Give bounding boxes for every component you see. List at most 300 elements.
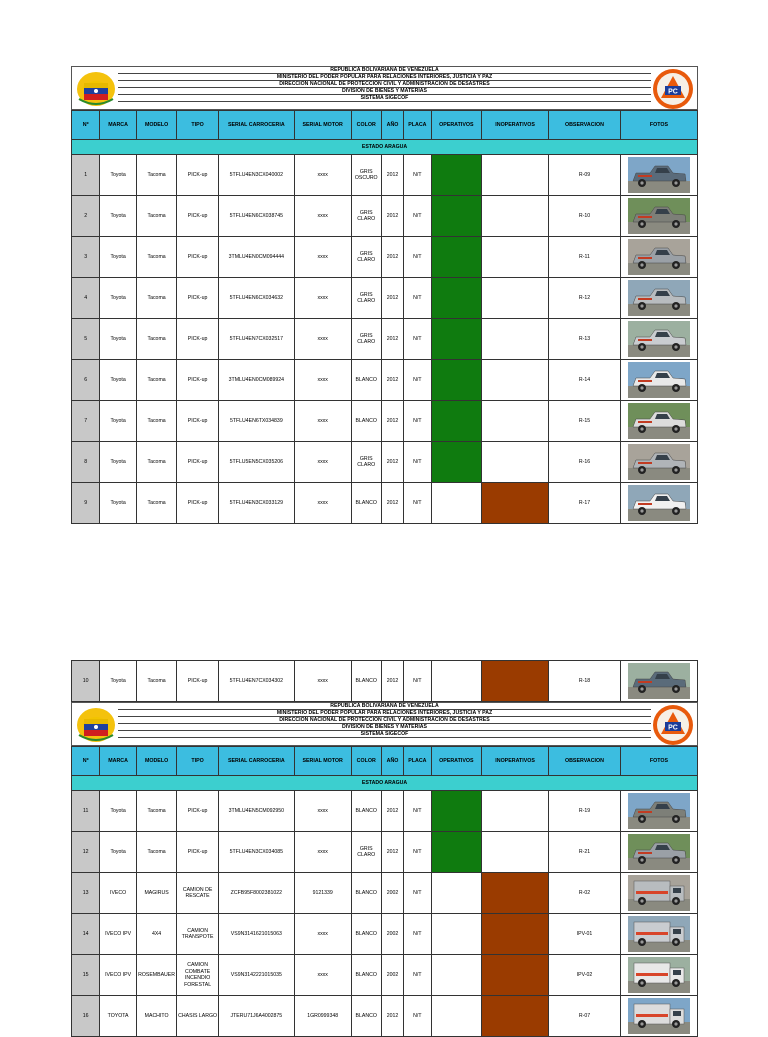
color-cell [351,319,381,360]
type-cell-text: PICK-up [187,253,208,260]
proteccion-civil-logo-icon [652,68,694,110]
table-row [72,996,698,1037]
vehicle-photo [628,875,690,911]
model-cell-text: Tacoma [147,335,166,342]
model-cell-text: Tacoma [147,294,166,301]
inoperativo-status-cell [482,661,549,702]
row-number [72,996,100,1037]
inoperativo-status-cell [482,319,549,360]
year-cell [381,319,403,360]
type-cell [177,955,219,996]
model-cell [136,196,177,237]
body-serial-cell-text: 5TFLU5EN5CX035206 [229,458,283,465]
model-cell-text: Tacoma [147,171,166,178]
body-serial-cell [218,873,294,914]
inoperativo-status-cell [482,996,549,1037]
row-number-text: 6 [84,376,88,383]
column-header: FOTOS [620,111,697,140]
model-cell-text: MAGIRUS [144,889,169,896]
year-cell-text: 2012 [386,807,399,814]
type-cell [177,155,219,196]
model-cell-text: Tacoma [147,848,166,855]
engine-serial-cell-text: 9121339 [312,889,333,896]
color-cell-text: GRIS CLARO [357,455,376,468]
type-cell-text: PICK-up [187,335,208,342]
observation-cell: R-14 [549,360,621,401]
type-cell-text: PICK-up [187,807,208,814]
observation-cell: R-10 [549,196,621,237]
color-cell-text: GRIS CLARO [357,250,376,263]
plate-cell [404,661,431,702]
year-cell-text: 2012 [386,253,399,260]
column-header: OPERATIVOS [431,747,482,776]
carry-over-table [71,660,698,702]
header-line-5: SISTEMA SIGECOF [118,95,651,102]
body-serial-cell-text: VS9N3142221015035 [230,971,282,978]
table-row [72,914,698,955]
engine-serial-cell [294,791,351,832]
brand-cell [100,442,136,483]
body-serial-cell-text: 5TFLU4EN3CX040002 [229,171,283,178]
column-header: PLACA [404,747,431,776]
row-number [72,483,100,524]
model-cell [136,401,177,442]
vehicle-photo [628,239,690,275]
year-cell [381,442,403,483]
header-line-1: REPUBLICA BOLIVARIANA DE VENEZUELA [118,67,651,74]
engine-serial-cell [294,955,351,996]
table-row [72,319,698,360]
engine-serial-cell [294,155,351,196]
color-cell-text: GRIS OSCURO [354,168,378,181]
type-cell-text: PICK-up [187,677,208,684]
table-row [72,955,698,996]
plate-cell-text: N/T [413,677,422,684]
plate-cell-text: N/T [413,253,422,260]
color-cell-text: BLANCO [355,417,377,424]
year-cell [381,401,403,442]
header-line-3: DIRECCION NACIONAL DE PROTECCION CIVIL Y ADMINISTRACION DE DESASTRES [118,717,651,724]
model-cell-text: Tacoma [147,417,166,424]
brand-cell-text: Toyota [110,417,126,424]
plate-cell-text: N/T [413,807,422,814]
row-number [72,832,100,873]
engine-serial-cell [294,278,351,319]
year-cell-text: 2012 [386,677,399,684]
engine-serial-cell-text: xxxx [317,458,328,465]
plate-cell [404,237,431,278]
column-header: MARCA [100,747,136,776]
row-number-text: 15 [82,971,89,978]
color-cell-text: BLANCO [355,499,377,506]
model-cell [136,996,177,1037]
vehicle-photo [628,280,690,316]
body-serial-cell [218,155,294,196]
row-number-text: 10 [82,677,89,684]
operativo-status-cell [431,442,482,483]
body-serial-cell [218,401,294,442]
type-cell-text: PICK-up [187,212,208,219]
brand-cell-text: Toyota [110,376,126,383]
engine-serial-cell-text: xxxx [317,807,328,814]
row-number-text: 1 [84,171,88,178]
year-cell-text: 2012 [386,848,399,855]
operativo-status-cell [431,401,482,442]
plate-cell [404,873,431,914]
column-header: Nº [72,747,100,776]
model-cell-text: Tacoma [147,807,166,814]
year-cell-text: 2012 [386,458,399,465]
engine-serial-cell-text: 1GR0999348 [307,1012,339,1019]
engine-serial-cell [294,319,351,360]
color-cell-text: GRIS CLARO [357,845,376,858]
photo-cell [620,483,697,524]
brand-cell-text: Toyota [110,848,126,855]
color-cell [351,832,381,873]
engine-serial-cell-text: xxxx [317,212,328,219]
body-serial-cell-text: 5TFLU4EN3CX033129 [229,499,283,506]
year-cell-text: 2012 [386,171,399,178]
year-cell [381,832,403,873]
operativo-status-cell [431,873,482,914]
body-serial-cell [218,237,294,278]
brand-cell-text: Toyota [110,458,126,465]
plate-cell [404,914,431,955]
body-serial-cell [218,661,294,702]
plate-cell-text: N/T [413,458,422,465]
model-cell-text: MACHITO [144,1012,169,1019]
brand-cell [100,278,136,319]
column-header: INOPERATIVOS [482,747,549,776]
body-serial-cell-text: 3TMLU4EN0CM089924 [228,376,285,383]
header-line-2: MINISTERIO DEL PODER POPULAR PARA RELACIONES INTERIORES, JUSTICIA Y PAZ [118,710,651,717]
engine-serial-cell [294,360,351,401]
body-serial-cell [218,360,294,401]
year-cell [381,955,403,996]
model-cell [136,791,177,832]
brand-cell-text: IVECO IPV [105,971,132,978]
vehicle-photo [628,362,690,398]
brand-cell-text: Toyota [110,253,126,260]
observation-cell: R-21 [549,832,621,873]
type-cell [177,401,219,442]
type-cell [177,196,219,237]
engine-serial-cell [294,196,351,237]
vehicle-photo [628,485,690,521]
vehicle-photo [628,998,690,1034]
year-cell [381,155,403,196]
plate-cell [404,196,431,237]
year-cell-text: 2012 [386,212,399,219]
column-header: FOTOS [620,747,697,776]
column-header: AÑO [381,111,403,140]
row-number [72,955,100,996]
inoperativo-status-cell [482,442,549,483]
inoperativo-status-cell [482,955,549,996]
column-header: Nº [72,111,100,140]
plate-cell-text: N/T [413,1012,422,1019]
row-number-text: 5 [84,335,88,342]
observation-cell: IPV-02 [549,955,621,996]
color-cell [351,914,381,955]
header-line-1: REPUBLICA BOLIVARIANA DE VENEZUELA [118,703,651,710]
vehicle-table-page-1 [71,110,698,524]
body-serial-cell-text: 3TMLU4EN5CM092950 [228,807,285,814]
color-cell [351,155,381,196]
inoperativo-status-cell [482,278,549,319]
model-cell [136,319,177,360]
plate-cell [404,155,431,196]
coat-of-arms-icon [75,705,117,745]
type-cell [177,661,219,702]
row-number-text: 12 [82,848,89,855]
year-cell-text: 2002 [386,930,399,937]
brand-cell [100,832,136,873]
operativo-status-cell [431,196,482,237]
row-number [72,914,100,955]
plate-cell [404,955,431,996]
coat-of-arms-icon [75,69,117,109]
inoperativo-status-cell [482,237,549,278]
brand-cell-text: TOYOTA [107,1012,129,1019]
model-cell-text: Tacoma [147,212,166,219]
operativo-status-cell [431,914,482,955]
table-row [72,483,698,524]
vehicle-photo [628,916,690,952]
plate-cell-text: N/T [413,848,422,855]
type-cell [177,278,219,319]
year-cell [381,661,403,702]
state-label: ESTADO ARAGUA [72,776,698,791]
type-cell [177,319,219,360]
vehicle-photo [628,321,690,357]
body-serial-cell-text: JTERU71J6A4002875 [230,1012,283,1019]
color-cell [351,661,381,702]
body-serial-cell [218,196,294,237]
operativo-status-cell [431,955,482,996]
observation-cell: R-17 [549,483,621,524]
table-row [72,196,698,237]
table-row [72,155,698,196]
row-number [72,155,100,196]
body-serial-cell [218,832,294,873]
brand-cell [100,401,136,442]
header-line-3: DIRECCION NACIONAL DE PROTECCION CIVIL Y ADMINISTRACION DE DESASTRES [118,81,651,88]
engine-serial-cell [294,914,351,955]
brand-cell-text: Toyota [110,212,126,219]
year-cell [381,237,403,278]
plate-cell [404,996,431,1037]
model-cell-text: Tacoma [147,376,166,383]
row-number [72,661,100,702]
body-serial-cell [218,483,294,524]
document-header [71,66,698,110]
table-row [72,237,698,278]
engine-serial-cell-text: xxxx [317,376,328,383]
engine-serial-cell-text: xxxx [317,335,328,342]
row-number [72,278,100,319]
inoperativo-status-cell [482,196,549,237]
model-cell-text: ROSEMBAUER [138,971,176,978]
body-serial-cell-text: 5TFLU4EN7CX034302 [229,677,283,684]
engine-serial-cell [294,832,351,873]
column-header: COLOR [351,747,381,776]
inoperativo-status-cell [482,155,549,196]
engine-serial-cell-text: xxxx [317,417,328,424]
observation-cell: R-19 [549,791,621,832]
type-cell-text: PICK-up [187,417,208,424]
photo-cell [620,832,697,873]
brand-cell [100,319,136,360]
brand-cell [100,955,136,996]
body-serial-cell-text: 5TFLU4EN7CX032517 [229,335,283,342]
model-cell [136,155,177,196]
operativo-status-cell [431,155,482,196]
body-serial-cell-text: 5TFLU4EN6CX034632 [229,294,283,301]
plate-cell [404,319,431,360]
model-cell-text: Tacoma [147,253,166,260]
vehicle-photo [628,403,690,439]
plate-cell [404,278,431,319]
body-serial-cell-text: ZCFB95F8002381022 [230,889,282,896]
observation-cell: R-15 [549,401,621,442]
type-cell [177,483,219,524]
color-cell-text: GRIS CLARO [357,209,376,222]
plate-cell-text: N/T [413,376,422,383]
model-cell [136,483,177,524]
logo-text: PC [668,724,678,732]
year-cell [381,278,403,319]
row-number-text: 13 [82,889,89,896]
type-cell-text: CHASIS LARGO [178,1012,218,1019]
color-cell-text: GRIS CLARO [357,291,376,304]
photo-cell [620,873,697,914]
photo-cell [620,914,697,955]
vehicle-photo [628,663,690,699]
body-serial-cell [218,996,294,1037]
vehicle-table-page-2 [71,746,698,1037]
table-row [72,278,698,319]
year-cell-text: 2002 [386,889,399,896]
operativo-status-cell [431,278,482,319]
inoperativo-status-cell [482,873,549,914]
operativo-status-cell [431,237,482,278]
brand-cell-text: Toyota [110,335,126,342]
photo-cell [620,360,697,401]
row-number [72,442,100,483]
color-cell-text: BLANCO [355,807,377,814]
model-cell-text: Tacoma [147,458,166,465]
table-row [72,360,698,401]
table-row [72,873,698,914]
observation-cell: R-07 [549,996,621,1037]
model-cell [136,832,177,873]
body-serial-cell-text: 3TMLU4EN0CM094444 [228,253,285,260]
brand-cell-text: Toyota [110,677,126,684]
vehicle-photo [628,198,690,234]
inoperativo-status-cell [482,832,549,873]
observation-cell: R-11 [549,237,621,278]
table-row [72,832,698,873]
model-cell [136,955,177,996]
header-line-4: DIVISION DE BIENES Y MATERIAS [118,88,651,95]
observation-cell: R-09 [549,155,621,196]
year-cell [381,914,403,955]
operativo-status-cell [431,360,482,401]
type-cell-text: CAMION DE RESCATE [182,886,213,899]
operativo-status-cell [431,791,482,832]
type-cell-text: PICK-up [187,376,208,383]
brand-cell [100,914,136,955]
row-number-text: 11 [82,807,89,814]
color-cell-text: BLANCO [355,930,377,937]
column-header: MODELO [136,747,177,776]
model-cell [136,873,177,914]
year-cell [381,360,403,401]
body-serial-cell [218,442,294,483]
observation-cell: IPV-01 [549,914,621,955]
operativo-status-cell [431,483,482,524]
plate-cell-text: N/T [413,335,422,342]
body-serial-cell-text: 5TFLU4EN3CX034085 [229,848,283,855]
year-cell [381,791,403,832]
type-cell [177,832,219,873]
color-cell [351,791,381,832]
model-cell [136,237,177,278]
brand-cell [100,873,136,914]
type-cell-text: PICK-up [187,294,208,301]
row-number [72,319,100,360]
engine-serial-cell-text: xxxx [317,294,328,301]
row-number [72,791,100,832]
engine-serial-cell [294,873,351,914]
engine-serial-cell-text: xxxx [317,499,328,506]
plate-cell-text: N/T [413,294,422,301]
column-header: SERIAL MOTOR [294,111,351,140]
model-cell [136,661,177,702]
color-cell [351,196,381,237]
type-cell-text: PICK-up [187,458,208,465]
row-number [72,196,100,237]
color-cell-text: BLANCO [355,677,377,684]
column-header: OPERATIVOS [431,111,482,140]
inoperativo-status-cell [482,791,549,832]
color-cell-text: GRIS CLARO [357,332,376,345]
model-cell-text: Tacoma [147,499,166,506]
photo-cell [620,401,697,442]
column-header: TIPO [177,747,219,776]
year-cell [381,996,403,1037]
logo-text: PC [668,88,678,96]
column-header: INOPERATIVOS [482,111,549,140]
color-cell [351,955,381,996]
color-cell [351,442,381,483]
engine-serial-cell-text: xxxx [317,930,328,937]
row-number-text: 3 [84,253,88,260]
report-page-1 [71,66,698,524]
engine-serial-cell [294,401,351,442]
type-cell-text: PICK-up [187,848,208,855]
observation-cell: R-12 [549,278,621,319]
brand-cell [100,237,136,278]
body-serial-cell [218,278,294,319]
brand-cell [100,155,136,196]
brand-cell-text: Toyota [110,807,126,814]
row-number [72,237,100,278]
year-cell-text: 2002 [386,971,399,978]
engine-serial-cell [294,237,351,278]
year-cell-text: 2012 [386,417,399,424]
